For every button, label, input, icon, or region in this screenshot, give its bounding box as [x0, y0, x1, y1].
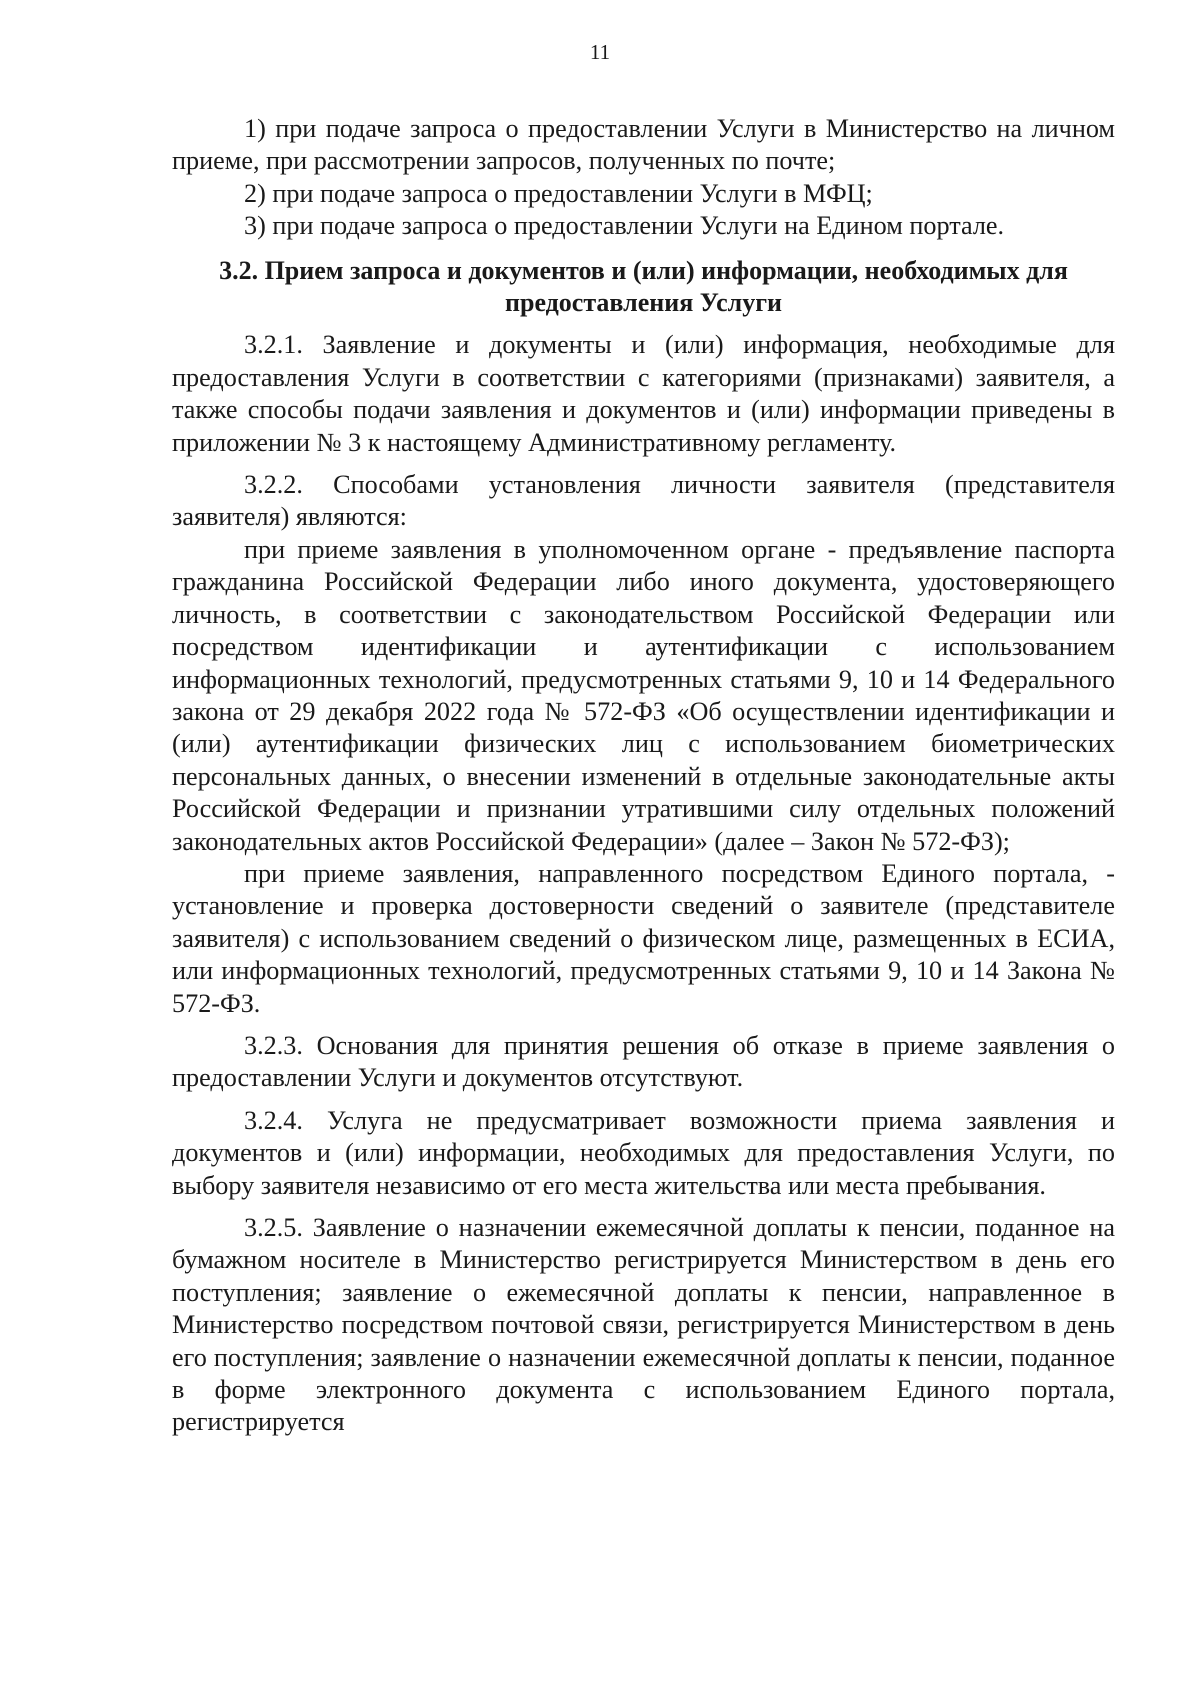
section-heading-line-1: 3.2. Прием запроса и документов и (или) информации, необходимых для — [219, 255, 1068, 285]
paragraph-3-2-3: 3.2.3. Основания для принятия решения об отказе в приеме заявления о предоставлении Услуги и документов отсутствуют. — [172, 1030, 1115, 1093]
document-body — [172, 113, 1115, 1439]
paragraph-3-2-1: 3.2.1. Заявление и документы и (или) информация, необходимые для предоставления Услуги в соответствии с категориями (признаками) заявителя, а также способы подачи заявления и документов и (или) информации приведены в приложении № 3 к настоящему Административному регламенту. — [172, 330, 1115, 457]
paragraph-3-2-2-portal: при приеме заявления, направленного посредством Единого портала, - установление и проверка достоверности сведений о заявителе (представителе заявителя) с использованием сведений о физическом лице, размещенных в ЕСИА, или информационных технологий, предусмотренных статьями 9, 10 и 14 Закона № 572-ФЗ. — [172, 858, 1115, 1018]
paragraph-3-2-2-in-person: при приеме заявления в уполномоченном органе - предъявление паспорта гражданина Российской Федерации либо иного документа, удостоверяющего личность, в соответствии с законодательством Российской Федерации или посредством идентификации и аутентификации с использованием информационных технологий, предусмотренных статьями 9, 10 и 14 Федерального закона от 29 декабря 2022 года № 572-ФЗ «Об осуществлении идентификации и (или) аутентификации физических лиц с использованием биометрических персональных данных, о внесении изменений в отдельные законодательные акты Российской Федерации и признании утратившими силу отдельных положений законодательных актов Российской Федерации» (далее – Закон № 572-ФЗ); — [172, 534, 1115, 856]
section-heading — [172, 255, 1115, 320]
list-item-2: 2) при подаче запроса о предоставлении Услуги в МФЦ; — [244, 178, 873, 208]
paragraph-3-2-4: 3.2.4. Услуга не предусматривает возможности приема заявления и документов и (или) информации, необходимых для предоставления Услуги, по выбору заявителя независимо от его места жительства или места пребывания. — [172, 1105, 1115, 1200]
section-heading-line-2: предоставления Услуги — [505, 288, 782, 318]
list-item-3: 3) при подаче запроса о предоставлении Услуги на Едином портале. — [244, 211, 1005, 241]
list-item-1: 1) при подаче запроса о предоставлении Услуги в Министерство на личном приеме, при рассмотрении запросов, полученных по почте; — [172, 114, 1115, 176]
page-number: 11 — [589, 40, 611, 64]
paragraph-3-2-5: 3.2.5. Заявление о назначении ежемесячной доплаты к пенсии, поданное на бумажном носителе в Министерство регистрируется Министерством в день его поступления; заявление о ежемесячной доплаты к пенсии, направленное в Министерство посредством почтовой связи, регистрируется Министерством в день его поступления; заявление о назначении ежемесячной доплаты к пенсии, поданное в форме электронного документа с использованием Единого портала, регистрируется — [172, 1213, 1115, 1437]
paragraph-3-2-2: 3.2.2. Способами установления личности заявителя (представителя заявителя) являются: — [172, 470, 1115, 532]
